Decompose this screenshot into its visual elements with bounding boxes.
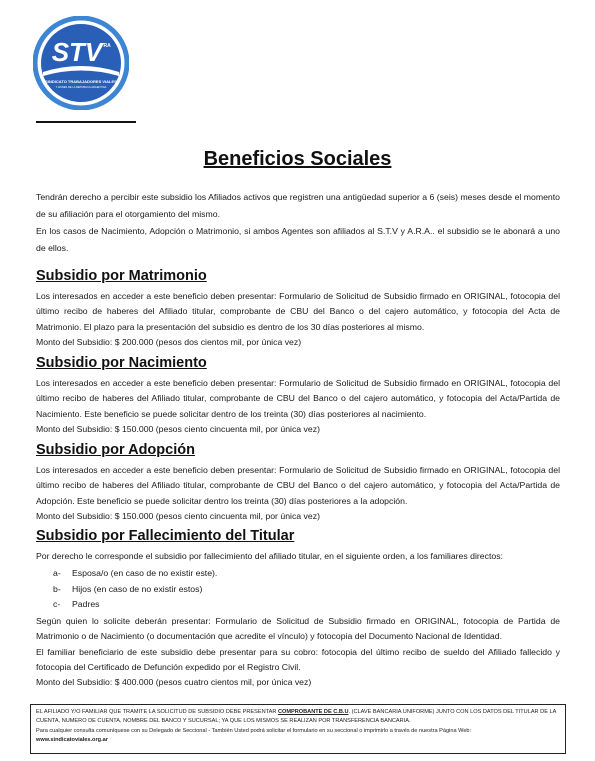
footer-contact — [36, 727, 560, 736]
section-adopcion — [36, 441, 560, 524]
beneficiary-list — [36, 566, 560, 612]
intro-paragraph: En los casos de Nacimiento, Adopción o Matrimonio, si ambos Agentes son afiliados al S.T.V y A.R.A.. el subsidio se le abonará a uno de ellos. — [36, 226, 560, 253]
list-text: Hijos (en caso de no existir estos) — [72, 583, 203, 594]
list-text: Padres — [72, 598, 100, 609]
list-marker: a- — [53, 568, 61, 579]
list-marker: b- — [53, 583, 61, 594]
list-item — [36, 597, 560, 612]
list-item — [36, 566, 560, 581]
logo-acronym-sup: y RA — [99, 43, 111, 49]
subsidy-amount: Monto del Subsidio: $ 150.000 (pesos ciento cincuenta mil, por única vez) — [36, 510, 320, 521]
intro-paragraph: Tendrán derecho a percibir este subsidio los Afiliados activos que registren una antigüedad superior a 6 (seis) meses desde el momento de su afiliación para el otorgamiento del mismo. — [36, 192, 560, 219]
section-body: Los interesados en acceder a este beneficio deben presentar: Formulario de Solicitud de Subsidio firmado en ORIGINAL, fotocopia del último recibo de haberes del Afiliado titular, comprobante de CBU del Banco o del cajero automático, y fotocopia del Acta/Partida de Adopción. Este beneficio se puede solicitar dentro los treinta (30) días posteriores a la adopción. — [36, 465, 560, 506]
intro — [36, 189, 560, 257]
footer-text: EL AFILIADO Y/O FAMILIAR QUE TRAMITE LA SOLICITUD DE SUBSIDIO DEBE PRESENTAR — [36, 709, 278, 715]
section-heading: Subsidio por Matrimonio — [36, 268, 207, 284]
subsidy-amount: Monto del Subsidio: $ 200.000 (pesos dos cientos mil, por única vez) — [36, 336, 302, 347]
section-body: Los interesados en acceder a este beneficio deben presentar: Formulario de Solicitud de Subsidio firmado en ORIGINAL, fotocopia del último recibo de haberes del Afiliado titular, comprobante de CBU del Banco o del cajero automático, y fotocopia del Acta/Partida de Nacimiento. Este beneficio se puede solicitar dentro de los treinta (30) días posteriores al nacimiento. — [36, 378, 560, 419]
section-fallecimiento — [36, 527, 560, 691]
logo-org-subline: Y AFINES DE LA REPUBLICA ARGENTINA — [55, 86, 107, 89]
section-nacimiento — [36, 354, 560, 437]
stv-logo-emblem — [33, 16, 129, 110]
section-lead: Por derecho le corresponde el subsidio por fallecimiento del afiliado titular, en el siguiente orden, a los familiares directos: — [36, 551, 503, 561]
footer-cbu-notice — [36, 708, 560, 727]
section-heading: Subsidio por Adopción — [36, 442, 195, 458]
section-body: Los interesados en acceder a este beneficio deben presentar: Formulario de Solicitud de Subsidio firmado en ORIGINAL, fotocopia del último recibo de haberes del Afiliado titular, comprobante de CBU del Banco o del cajero automático, y fotocopia del Acta de Matrimonio. El plazo para la presentación del subsidio es dentro de los 30 días posteriores al mismo. — [36, 291, 560, 332]
website-link[interactable]: www.sindicatoviales.org.ar — [36, 736, 108, 743]
stv-logo — [33, 16, 129, 110]
section-body: El familiar beneficiario de este subsidio debe presentar para su cobro: fotocopia del último recibo de sueldo del Afiliado fallecido y fotocopia del Certificado de Defunción expedido por el Registro Civil. — [36, 646, 560, 673]
section-heading: Subsidio por Nacimiento — [36, 355, 207, 371]
footer-text: Para cualquier consulta comuníquese con su Delegado de Seccional - También Usted podrá solicitar el formulario en su seccional o imprimirlo a través de nuestra Página Web: — [36, 727, 472, 734]
section-matrimonio — [36, 267, 560, 350]
section-body: Según quien lo solicite deberán presentar: Formulario de Solicitud de Subsidio firmado en ORIGINAL, fotocopia de Partida de Matrimonio o de Nacimiento (o documentación que acredite el vínculo) y fotocopia del Documento Nacional de Identidad. — [36, 616, 560, 642]
logo-underline — [36, 121, 136, 123]
footer-notice — [30, 704, 566, 754]
subsidy-amount: Monto del Subsidio: $ 400.000 (pesos cuatro cientos mil, por única vez) — [36, 677, 312, 688]
footer-text: . (CLAVE BANCARIA UNIFORME) JUNTO CON LOS DATOS DEL TITULAR DE LA CUENTA, NUMERO DE CUENTA, NOMBRE DEL BANCO Y SUCURSAL; YA QUE LOS MISMOS SE REALIZAN POR TRANSFERENCIA BANCARIA. — [36, 709, 557, 725]
list-text: Esposa/o (en caso de no existir este). — [72, 568, 218, 579]
list-marker: c- — [53, 598, 61, 609]
logo-acronym: STV — [51, 37, 103, 67]
footer-cbu-emphasis: COMPROBANTE DE C.B.U — [277, 709, 349, 715]
logo-org-line: SINDICATO TRABAJADORES VIALES — [45, 79, 117, 84]
section-heading: Subsidio por Fallecimiento del Titular — [36, 528, 295, 544]
subsidy-amount: Monto del Subsidio: $ 150.000 (pesos ciento cincuenta mil, por única vez) — [36, 423, 320, 434]
list-item — [36, 582, 560, 597]
page-title: Beneficios Sociales — [203, 148, 392, 170]
